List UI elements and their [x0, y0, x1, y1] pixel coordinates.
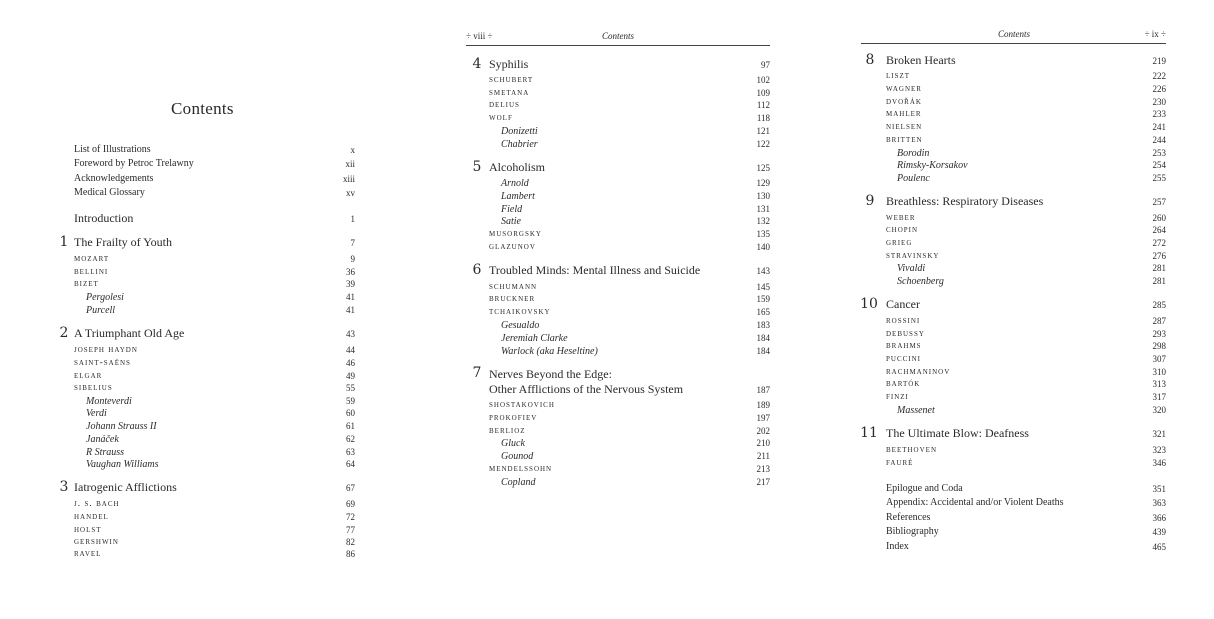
- toc-composer[interactable]: saint-saëns 46: [74, 358, 355, 368]
- toc-sub-composer[interactable]: Pergolesi 41: [86, 292, 355, 303]
- toc-composer[interactable]: gershwin 82: [74, 537, 355, 547]
- toc-composer[interactable]: holst 77: [74, 525, 355, 535]
- toc-sub-composer[interactable]: Field 131: [501, 204, 770, 215]
- toc-sub-composer[interactable]: Johann Strauss II 61: [86, 421, 355, 432]
- toc-entry[interactable]: Appendix: Accidental and/or Violent Deaths 363: [886, 497, 1166, 508]
- toc-composer[interactable]: sibelius 55: [74, 383, 355, 393]
- toc-composer[interactable]: rossini 287: [886, 316, 1166, 326]
- toc-entry[interactable]: Bibliography 439: [886, 526, 1166, 537]
- toc-composer[interactable]: handel 72: [74, 512, 355, 522]
- toc-composer[interactable]: smetana 109: [489, 88, 770, 98]
- toc-composer[interactable]: glazunov 140: [489, 242, 770, 252]
- toc-composer[interactable]: wolf 118: [489, 113, 770, 123]
- toc-chapter-7[interactable]: 7 Nerves Beyond the Edge: Other Afflictions of the Nervous System 187: [472, 365, 770, 396]
- toc-composer[interactable]: mendelssohn 213: [489, 464, 770, 474]
- toc-composer[interactable]: schubert 102: [489, 75, 770, 85]
- toc-sub-composer[interactable]: Verdi 60: [86, 408, 355, 419]
- toc-sub-composer[interactable]: Janáček 62: [86, 434, 355, 445]
- toc-composer[interactable]: prokofiev 197: [489, 413, 770, 423]
- toc-sub-composer[interactable]: Poulenc 255: [897, 173, 1166, 184]
- toc-entry[interactable]: Acknowledgements xiii: [74, 173, 355, 184]
- toc-chapter-5[interactable]: 5 Alcoholism 125: [472, 159, 770, 175]
- toc-composer[interactable]: delius 112: [489, 100, 770, 110]
- toc-chapter-10[interactable]: 10 Cancer 285: [860, 296, 1166, 312]
- toc-sub-composer[interactable]: Massenet 320: [897, 405, 1166, 416]
- toc-composer[interactable]: bellini 36: [74, 267, 355, 277]
- running-header: [466, 28, 770, 46]
- toc-entry[interactable]: List of Illustrations x: [74, 144, 355, 155]
- toc-composer[interactable]: joseph haydn 44: [74, 345, 355, 355]
- toc-entry[interactable]: Foreword by Petroc Trelawny xii: [74, 158, 355, 169]
- toc-sub-composer[interactable]: Vivaldi 281: [897, 263, 1166, 274]
- toc-entry[interactable]: References 366: [886, 512, 1166, 523]
- toc-sub-composer[interactable]: R Strauss 63: [86, 447, 355, 458]
- toc-composer[interactable]: nielsen 241: [886, 122, 1166, 132]
- page-number: ÷ viii ÷: [466, 31, 493, 41]
- toc-composer[interactable]: ravel 86: [74, 549, 355, 559]
- toc-sub-composer[interactable]: Satie 132: [501, 216, 770, 227]
- toc-composer[interactable]: musorgsky 135: [489, 229, 770, 239]
- toc-sub-composer[interactable]: Schoenberg 281: [897, 276, 1166, 287]
- toc-sub-composer[interactable]: Warlock (aka Heseltine) 184: [501, 346, 770, 357]
- toc-sub-composer[interactable]: Copland 217: [501, 477, 770, 488]
- toc-composer[interactable]: mahler 233: [886, 109, 1166, 119]
- toc-sub-composer[interactable]: Donizetti 121: [501, 126, 770, 137]
- toc-composer[interactable]: britten 244: [886, 135, 1166, 145]
- toc-sub-composer[interactable]: Chabrier 122: [501, 139, 770, 150]
- toc-entry[interactable]: Medical Glossary xv: [74, 187, 355, 198]
- toc-composer[interactable]: beethoven 323: [886, 445, 1166, 455]
- toc-chapter-8[interactable]: 8 Broken Hearts 219: [865, 52, 1166, 68]
- running-title: Contents: [602, 31, 635, 41]
- toc-sub-composer[interactable]: Gesualdo 183: [501, 320, 770, 331]
- toc-composer[interactable]: schumann 145: [489, 282, 770, 292]
- toc-composer[interactable]: bruckner 159: [489, 294, 770, 304]
- toc-composer[interactable]: wagner 226: [886, 84, 1166, 94]
- toc-entry[interactable]: Epilogue and Coda 351: [886, 483, 1166, 494]
- toc-composer[interactable]: berlioz 202: [489, 426, 770, 436]
- toc-composer[interactable]: grieg 272: [886, 238, 1166, 248]
- running-header: [861, 26, 1166, 44]
- toc-introduction[interactable]: Introduction 1: [74, 211, 355, 225]
- toc-sub-composer[interactable]: Gounod 211: [501, 451, 770, 462]
- toc-sub-composer[interactable]: Purcell 41: [86, 305, 355, 316]
- toc-composer[interactable]: fauré 346: [886, 458, 1166, 468]
- toc-composer[interactable]: dvořák 230: [886, 97, 1166, 107]
- toc-composer[interactable]: tchaikovsky 165: [489, 307, 770, 317]
- toc-composer[interactable]: rachmaninov 310: [886, 367, 1166, 377]
- toc-composer[interactable]: bizet 39: [74, 279, 355, 289]
- toc-chapter-11[interactable]: 11 The Ultimate Blow: Deafness 321: [860, 425, 1166, 441]
- toc-sub-composer[interactable]: Lambert 130: [501, 191, 770, 202]
- toc-composer[interactable]: brahms 298: [886, 341, 1166, 351]
- toc-chapter-2[interactable]: 2 A Triumphant Old Age 43: [59, 325, 355, 341]
- toc-sub-composer[interactable]: Arnold 129: [501, 178, 770, 189]
- toc-sub-composer[interactable]: Monteverdi 59: [86, 396, 355, 407]
- toc-chapter-1[interactable]: 1 The Frailty of Youth 7: [59, 234, 355, 250]
- toc-chapter-4[interactable]: 4 Syphilis 97: [472, 56, 770, 72]
- toc-composer[interactable]: chopin 264: [886, 225, 1166, 235]
- toc-chapter-3[interactable]: 3 Iatrogenic Afflictions 67: [59, 479, 355, 495]
- toc-chapter-9[interactable]: 9 Breathless: Respiratory Diseases 257: [865, 193, 1166, 209]
- toc-composer[interactable]: puccini 307: [886, 354, 1166, 364]
- toc-sub-composer[interactable]: Rimsky-Korsakov 254: [897, 160, 1166, 171]
- toc-composer[interactable]: bartók 313: [886, 379, 1166, 389]
- toc-composer[interactable]: shostakovich 189: [489, 400, 770, 410]
- running-title: Contents: [998, 29, 1031, 39]
- page-title: Contents: [171, 99, 234, 118]
- page-number: ÷ ix ÷: [1144, 29, 1166, 39]
- toc-sub-composer[interactable]: Borodin 253: [897, 148, 1166, 159]
- toc-composer[interactable]: weber 260: [886, 213, 1166, 223]
- toc-composer[interactable]: mozart 9: [74, 254, 355, 264]
- toc-sub-composer[interactable]: Gluck 210: [501, 438, 770, 449]
- toc-sub-composer[interactable]: Jeremiah Clarke 184: [501, 333, 770, 344]
- toc-chapter-6[interactable]: 6 Troubled Minds: Mental Illness and Suicide 143: [472, 262, 770, 278]
- toc-composer[interactable]: elgar 49: [74, 371, 355, 381]
- toc-composer[interactable]: liszt 222: [886, 71, 1166, 81]
- toc-entry[interactable]: Index 465: [886, 541, 1166, 552]
- toc-composer[interactable]: finzi 317: [886, 392, 1166, 402]
- toc-composer[interactable]: j. s. bach 69: [74, 499, 355, 509]
- toc-composer[interactable]: debussy 293: [886, 329, 1166, 339]
- toc-composer[interactable]: stravinsky 276: [886, 251, 1166, 261]
- toc-sub-composer[interactable]: Vaughan Williams 64: [86, 459, 355, 470]
